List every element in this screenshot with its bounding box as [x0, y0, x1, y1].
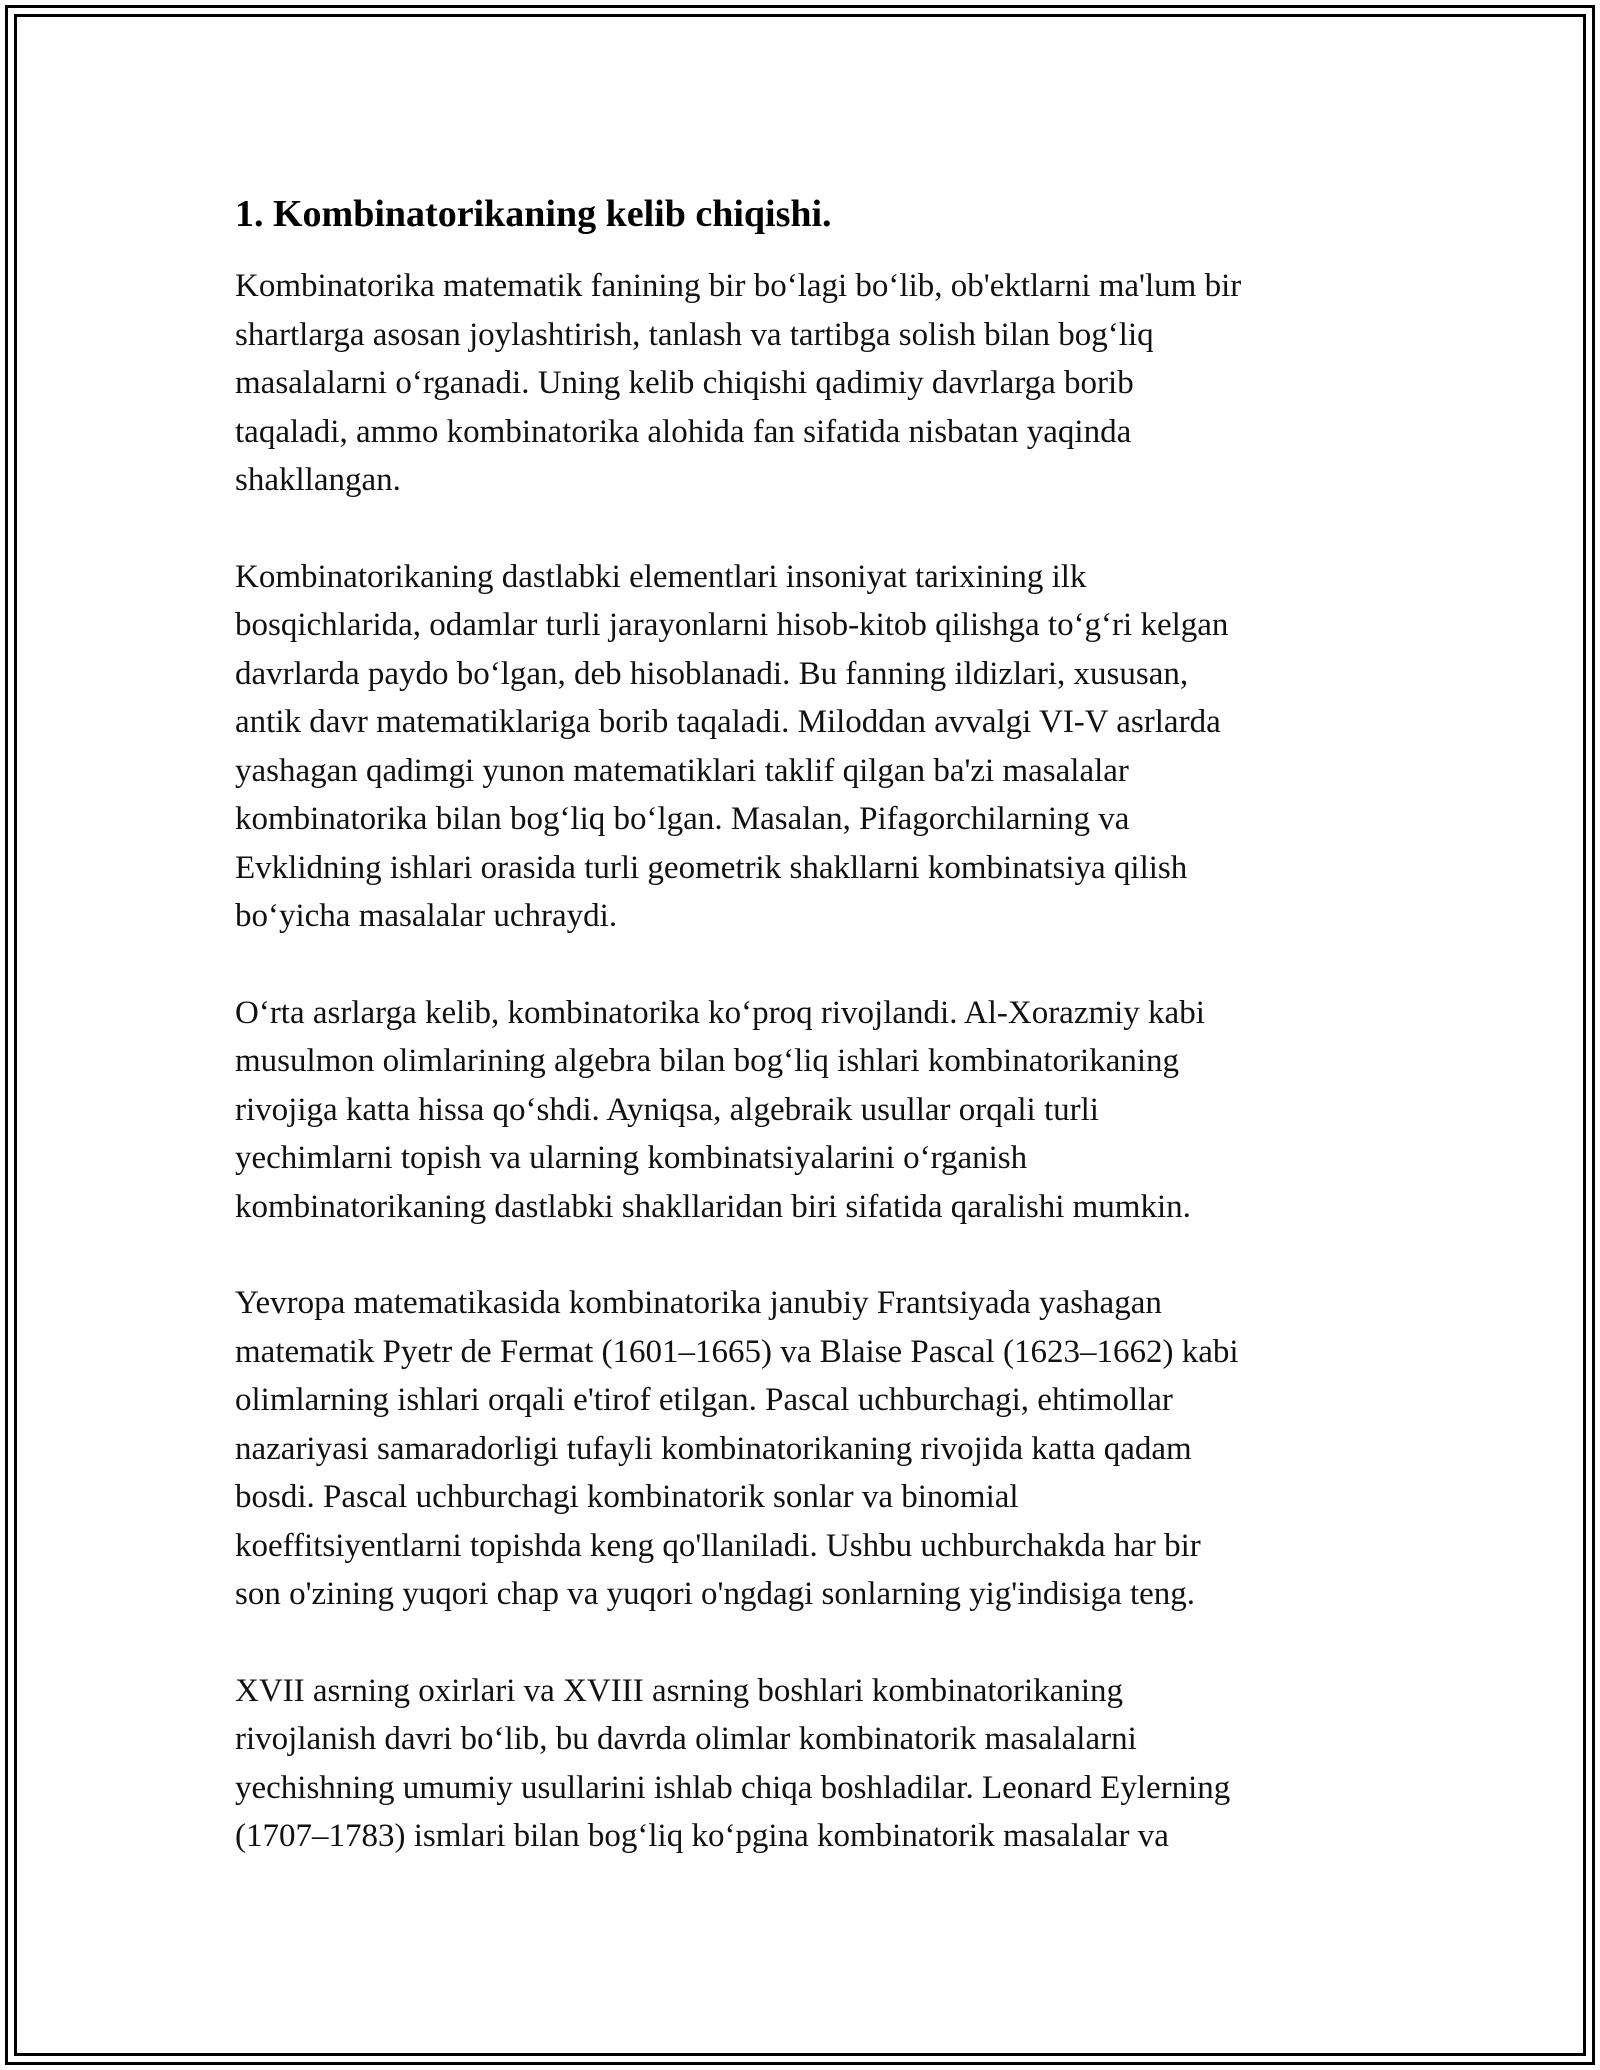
paragraph-line: yashagan qadimgi yunon matematiklari taklif qilgan ba'zi masalalar: [235, 752, 1129, 789]
paragraph-3: [235, 989, 1375, 1232]
paragraph-line: XVII asrning oxirlari va XVIII asrning boshlari kombinatorikaning: [235, 1672, 1124, 1709]
paragraph-line: shakllangan.: [235, 462, 401, 498]
paragraph-line: nazariyasi samaradorligi tufayli kombinatorikaning rivojida katta qadam: [235, 1430, 1192, 1467]
paragraph-line: Kombinatorika matematik fanining bir bo‘lagi bo‘lib, ob'ektlarni ma'lum bir: [235, 268, 1242, 304]
paragraph-line: olimlarning ishlari orqali e'tirof etilgan. Pascal uchburchagi, ehtimollar: [235, 1382, 1173, 1418]
paragraph-line: (1707–1783) ismlari bilan bog‘liq ko‘pgina kombinatorik masalalar va: [235, 1818, 1169, 1854]
paragraph-line: bosqichlarida, odamlar turli jarayonlarni hisob-kitob qilishga to‘g‘ri kelgan: [235, 607, 1229, 643]
paragraph-line: musulmon olimlarining algebra bilan bog‘liq ishlari kombinatorikaning: [235, 1043, 1180, 1079]
paragraph-4: [235, 1279, 1375, 1619]
section-heading: 1. Kombinatorikaning kelib chiqishi.: [235, 193, 832, 235]
paragraph-line: matematik Pyetr de Fermat (1601–1665) va Blaise Pascal (1623–1662) kabi: [235, 1333, 1239, 1370]
paragraph-line: Yevropa matematikasida kombinatorika janubiy Frantsiyada yashagan: [235, 1285, 1162, 1321]
paragraph-line: bo‘yicha masalalar uchraydi.: [235, 898, 618, 934]
paragraph-line: rivojiga katta hissa qo‘shdi. Ayniqsa, algebraik usullar orqali turli: [235, 1091, 1099, 1128]
paragraph-line: kombinatorikaning dastlabki shakllaridan biri sifatida qaralishi mumkin.: [235, 1188, 1191, 1225]
paragraph-line: yechimlarni topish va ularning kombinatsiyalarini o‘rganish: [235, 1140, 1028, 1176]
paragraph-line: yechishning umumiy usullarini ishlab chiqa boshladilar. Leonard Eylerning: [235, 1769, 1231, 1806]
paragraph-line: antik davr matematiklariga borib taqaladi. Miloddan avvalgi VI-V asrlarda: [235, 704, 1221, 740]
paragraph-line: bosdi. Pascal uchburchagi kombinatorik sonlar va binomial: [235, 1479, 1019, 1515]
paragraph-1: [235, 262, 1375, 505]
paragraph-line: shartlarga asosan joylashtirish, tanlash va tartibga solish bilan bog‘liq: [235, 316, 1154, 353]
document-body: [235, 186, 1375, 1909]
paragraph-line: koeffitsiyentlarni topishda keng qo'llaniladi. Ushbu uchburchakda har bir: [235, 1527, 1201, 1564]
paragraph-line: Kombinatorikaning dastlabki elementlari insoniyat tarixining ilk: [235, 558, 1087, 595]
paragraph-line: Evklidning ishlari orasida turli geometrik shakllarni kombinatsiya qilish: [235, 849, 1188, 886]
paragraph-line: taqaladi, ammo kombinatorika alohida fan sifatida nisbatan yaqinda: [235, 413, 1132, 450]
paragraph-line: O‘rta asrlarga kelib, kombinatorika ko‘proq rivojlandi. Al-Xorazmiy kabi: [235, 994, 1205, 1031]
paragraph-line: son o'zining yuqori chap va yuqori o'ngdagi sonlarning yig'indisiga teng.: [235, 1576, 1196, 1612]
paragraph-line: masalalarni o‘rganadi. Uning kelib chiqishi qadimiy davrlarga borib: [235, 365, 1134, 401]
paragraph-line: kombinatorika bilan bog‘liq bo‘lgan. Masalan, Pifagorchilarning va: [235, 801, 1130, 837]
paragraph-line: davrlarda paydo bo‘lgan, deb hisoblanadi. Bu fanning ildizlari, xususan,: [235, 655, 1189, 692]
paragraph-5: [235, 1667, 1375, 1861]
paragraph-line: rivojlanish davri bo‘lib, bu davrda olimlar kombinatorik masalalarni: [235, 1721, 1137, 1757]
paragraph-2: [235, 553, 1375, 941]
